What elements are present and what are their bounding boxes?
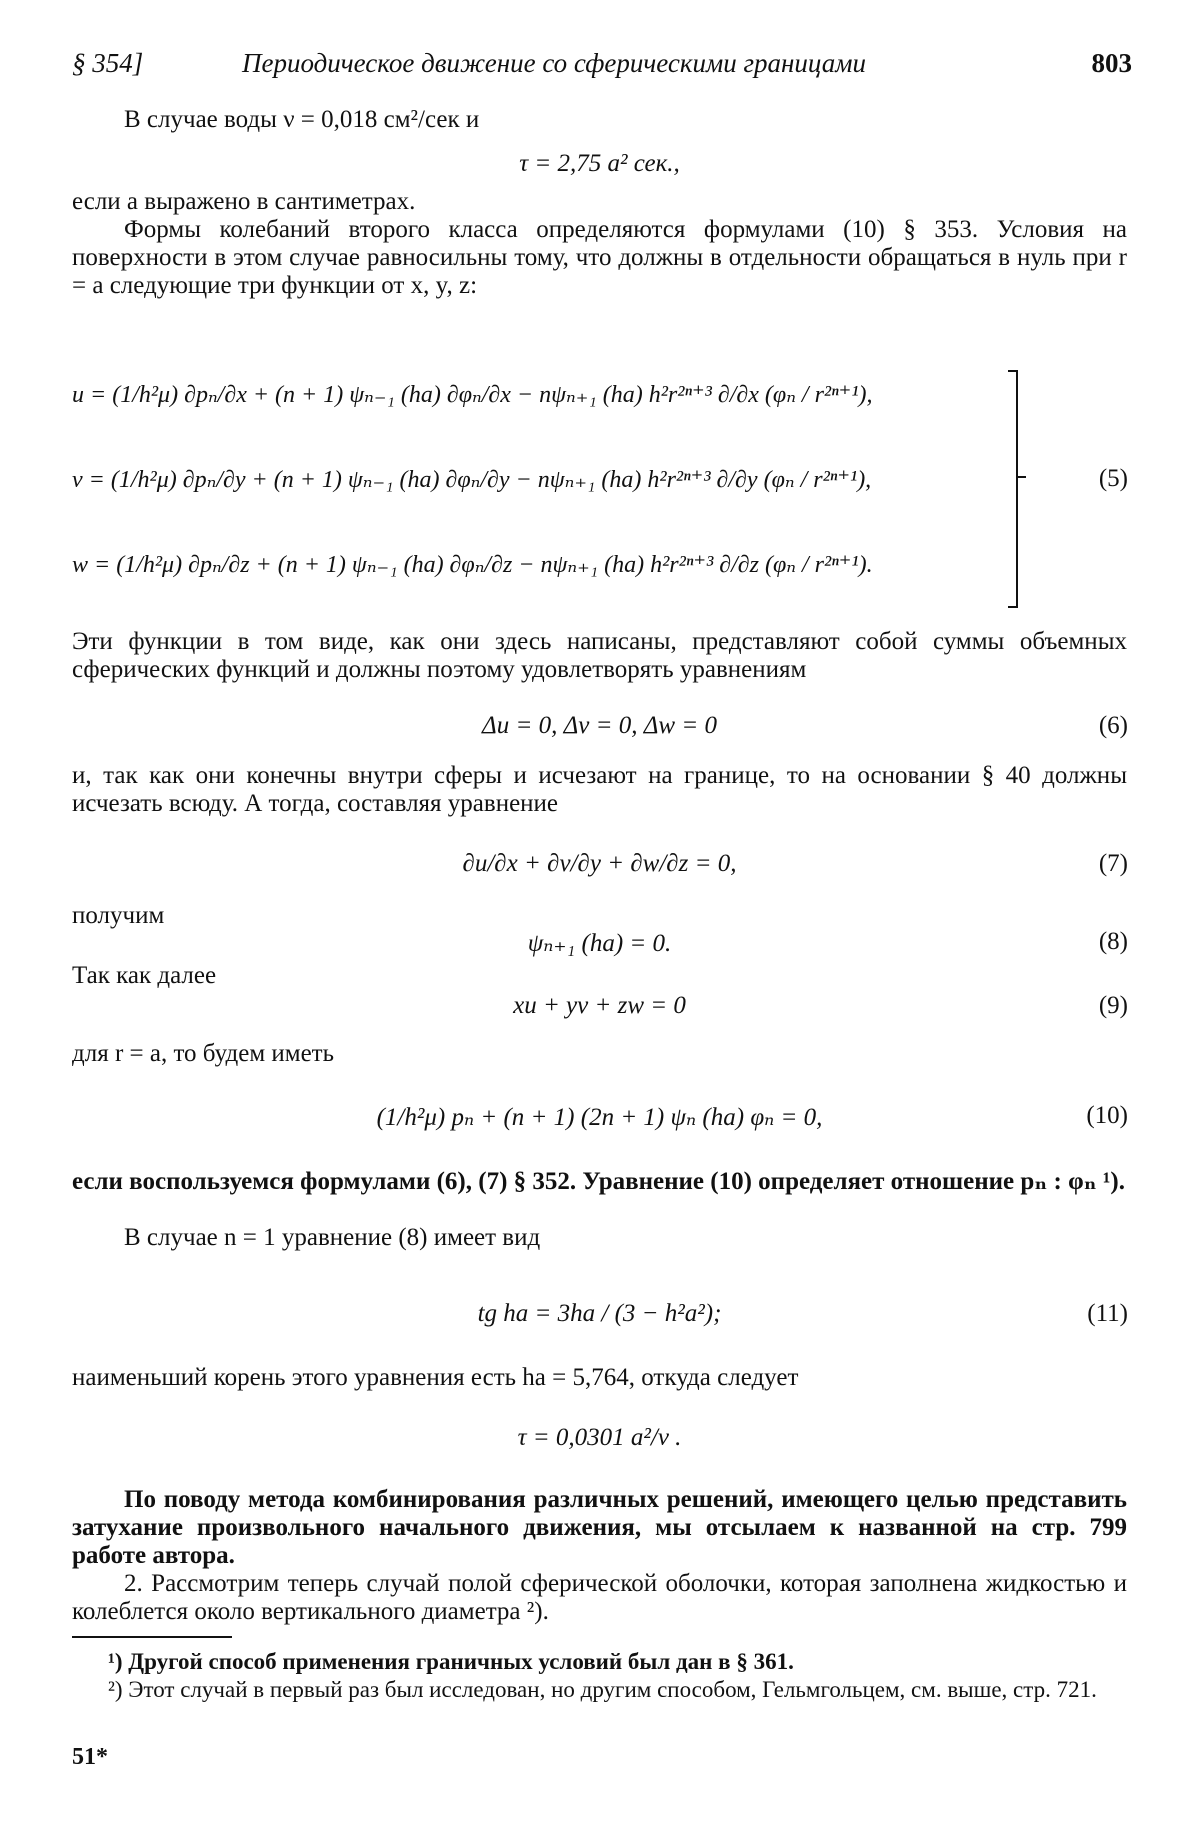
equation-tau: τ = 2,75 a² сек., [519, 150, 680, 177]
equation-5-number: (5) [1098, 465, 1128, 492]
paragraph-vanish: и, так как они конечны внутри сферы и исчезают на границе, то на основании § 40 должны исчезать всюду. А тогда, составляя уравнение [72, 762, 1127, 817]
equation-9-number: (9) [1098, 992, 1128, 1019]
paragraph-combination: По поводу метода комбинирования различных решений, имеющего целью представить затухание произвольного начального движения, мы отсылаем к названной на стр. 799 работе автора. [72, 1486, 1127, 1569]
equation-11-number: (11) [1087, 1300, 1128, 1327]
page-number: 803 [1091, 48, 1132, 78]
equation-7: ∂u/∂x + ∂v/∂y + ∂w/∂z = 0, [462, 850, 737, 877]
footnote-rule [72, 1636, 232, 1638]
paragraph-spherical-functions: Эти функции в том виде, как они здесь написаны, представляют собой суммы объемных сферических функций и должны поэтому удовлетворять уравнениям [72, 628, 1127, 683]
paragraph-smallest-root: наименьший корень этого уравнения есть ha = 5,764, откуда следует [72, 1364, 799, 1391]
running-header [72, 48, 1132, 88]
equation-8-number: (8) [1098, 928, 1128, 955]
header-title: Периодическое движение со сферическими границами [242, 48, 866, 78]
equation-7-number: (7) [1098, 850, 1128, 877]
paragraph-we-get: получим [72, 902, 165, 929]
equation-5-u: u = (1/h²μ) ∂pₙ/∂x + (n + 1) ψₙ₋₁ (ha) ∂φₙ/∂x − nψₙ₊₁ (ha) h²r²ⁿ⁺³ ∂/∂x (φₙ / r²ⁿ⁺¹), [72, 382, 873, 408]
equation-9: xu + yv + zw = 0 [513, 992, 686, 1019]
paragraph-water: В случае воды ν = 0,018 см²/сек и [124, 106, 480, 133]
equation-11: tg ha = 3ha / (3 − h²a²); [477, 1300, 722, 1327]
equation-tau-result: τ = 0,0301 a²/ν . [517, 1424, 682, 1451]
paragraph-further: Так как далее [72, 962, 217, 989]
equation-6: Δu = 0, Δv = 0, Δw = 0 [482, 712, 717, 739]
footnote-2: ²) Этот случай в первый раз был исследован, но другим способом, Гельмгольцем, см. выше, стр. 721. [108, 1677, 1097, 1702]
signature-mark: 51* [72, 1744, 108, 1770]
system-brace-tip [1016, 476, 1026, 478]
equation-10-number: (10) [1086, 1102, 1128, 1129]
paragraph-centimeters: если a выражено в сантиметрах. [72, 188, 416, 215]
paragraph-case-n1: В случае n = 1 уравнение (8) имеет вид [124, 1224, 541, 1251]
equation-10: (1/h²μ) pₙ + (n + 1) (2n + 1) ψₙ (ha) φₙ = 0, [376, 1104, 823, 1131]
paragraph-second-class: Формы колебаний второго класса определяются формулами (10) § 353. Условия на поверхности в этом случае равносильны тому, что должны в отдельности обращаться в нуль при r = a следующие три функции от x, y, z: [72, 216, 1127, 299]
equation-8: ψₙ₊₁ (ha) = 0. [527, 930, 672, 957]
paragraph-for-r-a: для r = a, то будем иметь [72, 1040, 335, 1067]
footnote-1: ¹) Другой способ применения граничных условий был дан в § 361. [108, 1649, 794, 1674]
paragraph-formulas-6-7: если воспользуемся формулами (6), (7) § 352. Уравнение (10) определяет отношение pₙ : φₙ ¹). [72, 1168, 1125, 1195]
system-brace [1000, 370, 1018, 608]
equation-5-w: w = (1/h²μ) ∂pₙ/∂z + (n + 1) ψₙ₋₁ (ha) ∂φₙ/∂z − nψₙ₊₁ (ha) h²r²ⁿ⁺³ ∂/∂z (φₙ / r²ⁿ⁺¹). [72, 552, 873, 578]
header-section: § 354] [72, 48, 144, 78]
equation-6-number: (6) [1098, 712, 1128, 739]
paragraph-hollow-shell: 2. Рассмотрим теперь случай полой сферической оболочки, которая заполнена жидкостью и колеблется около вертикального диаметра ²). [72, 1570, 1127, 1625]
equation-5-v: v = (1/h²μ) ∂pₙ/∂y + (n + 1) ψₙ₋₁ (ha) ∂φₙ/∂y − nψₙ₊₁ (ha) h²r²ⁿ⁺³ ∂/∂y (φₙ / r²ⁿ⁺¹), [72, 467, 872, 493]
